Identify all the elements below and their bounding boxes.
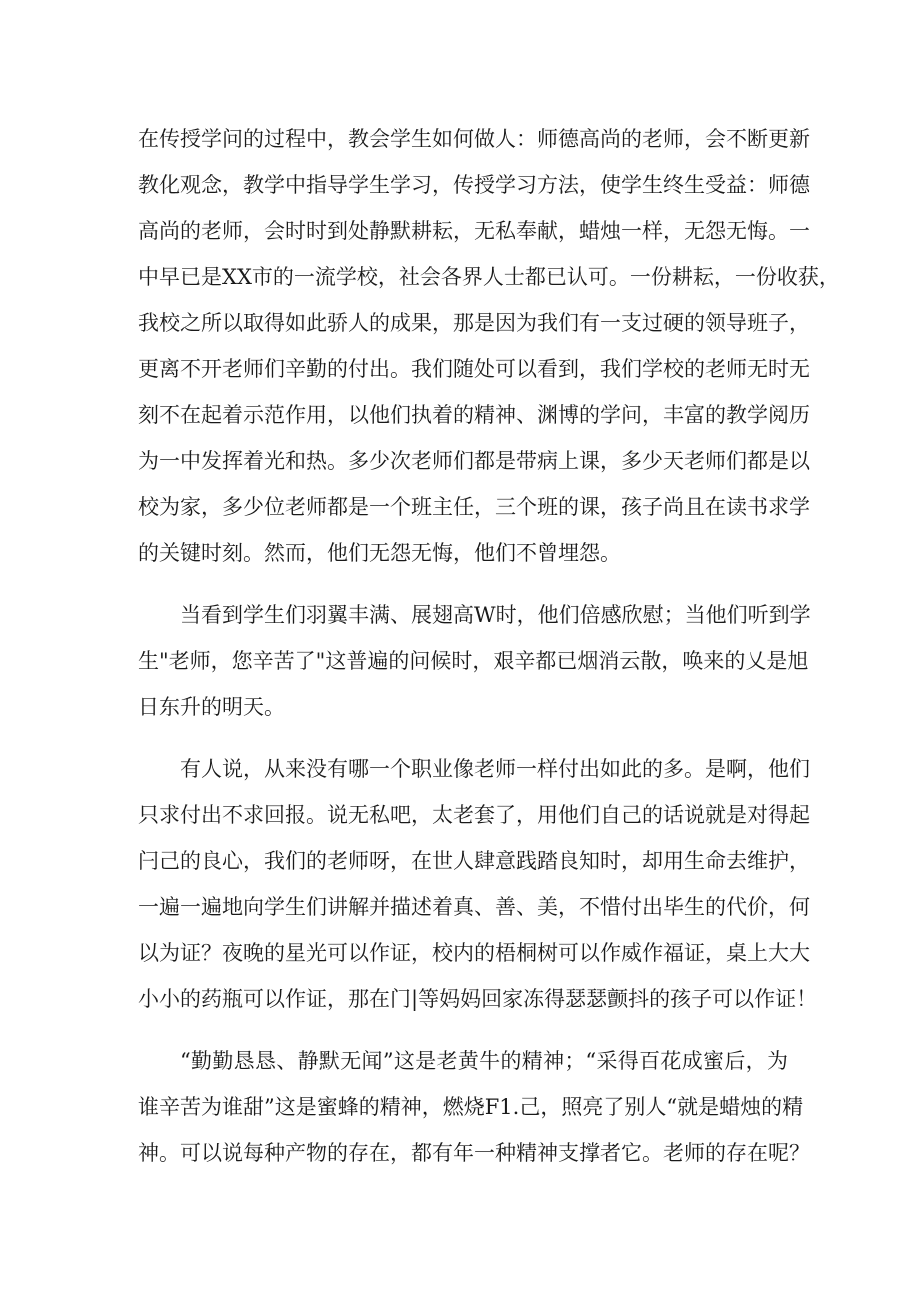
paragraph-2 <box>138 592 811 730</box>
text-line: 为一中发挥着光和热。多少次老师们都是带病上课，多少天老师们都是以 <box>138 449 810 473</box>
text-line: “勤勤恳恳、静默无闻”这是老黄牛的精神；“采得百花成蜜后，为 <box>180 1049 788 1073</box>
text-line: 谁辛苦为谁甜”这是蜜蜂的精神，燃烧F1.己，照亮了别人“就是蜡烛的精 <box>138 1095 804 1119</box>
text-line: 教化观念，教学中指导学生学习，传授学习方法，使学生终生受益：师德 <box>138 173 810 197</box>
paragraph-1 <box>138 116 840 576</box>
text-line: 在传授学问的过程中，教会学生如何做人：师德高尚的老师，会不断更新 <box>138 127 810 151</box>
text-line: 校为家，多少位老师都是一个班主任，三个班的课，孩子尚且在读书求学 <box>138 495 810 519</box>
text-line: 中早已是XX市的一流学校，社会各界人士都已认可。一份耕耘，一份收获， <box>138 265 840 289</box>
text-line: 有人说，从来没有哪一个职业像老师一样付出如此的多。是啊，他们 <box>180 757 810 781</box>
text-line: 日东升的明天。 <box>138 695 285 719</box>
text-line: 小小的药瓶可以作证，那在门|等妈妈回家冻得瑟瑟颤抖的孩子可以作证！ <box>138 987 818 1011</box>
text-line: 一遍一遍地向学生们讲解并描述着真、善、美，不惜付出毕生的代价，何 <box>138 895 810 919</box>
text-line: 闩己的良心，我们的老师呀，在世人肆意践踏良知时，却用生命去维护， <box>138 849 810 873</box>
text-line: 神。可以说每种产物的存在，都有年一种精神支撑者它。老师的存在呢？ <box>138 1141 810 1165</box>
text-line: 以为证？夜晚的星光可以作证，校内的梧桐树可以作威作福证，桌上大大 <box>138 941 810 965</box>
paragraph-4 <box>138 1038 810 1176</box>
text-line: 的关键时刻。然而，他们无怨无悔，他们不曾埋怨。 <box>138 541 621 565</box>
text-line: 高尚的老师，会时时到处静默耕耘，无私奉献，蜡烛一样，无怨无悔。一 <box>138 219 810 243</box>
text-line: 生"老师，您辛苦了"这普遍的问候时，艰辛都已烟消云散，唤来的乂是旭 <box>138 649 809 673</box>
text-line: 当看到学生们羽翼丰满、展翅高W时，他们倍感欣慰；当他们听到学 <box>180 603 811 627</box>
text-line: 只求付出不求回报。说无私吧，太老套了，用他们自己的话说就是对得起 <box>138 803 810 827</box>
text-line: 更离不开老师们辛勤的付出。我们随处可以看到，我们学校的老师无时无 <box>138 357 810 381</box>
text-line: 刻不在起着示范作用，以他们执着的精神、渊博的学问，丰富的教学阅历 <box>138 403 810 427</box>
paragraph-3 <box>138 746 818 1022</box>
text-line: 我校之所以取得如此骄人的成果，那是因为我们有一支过硬的领导班子， <box>138 311 810 335</box>
document-body <box>138 116 840 1192</box>
